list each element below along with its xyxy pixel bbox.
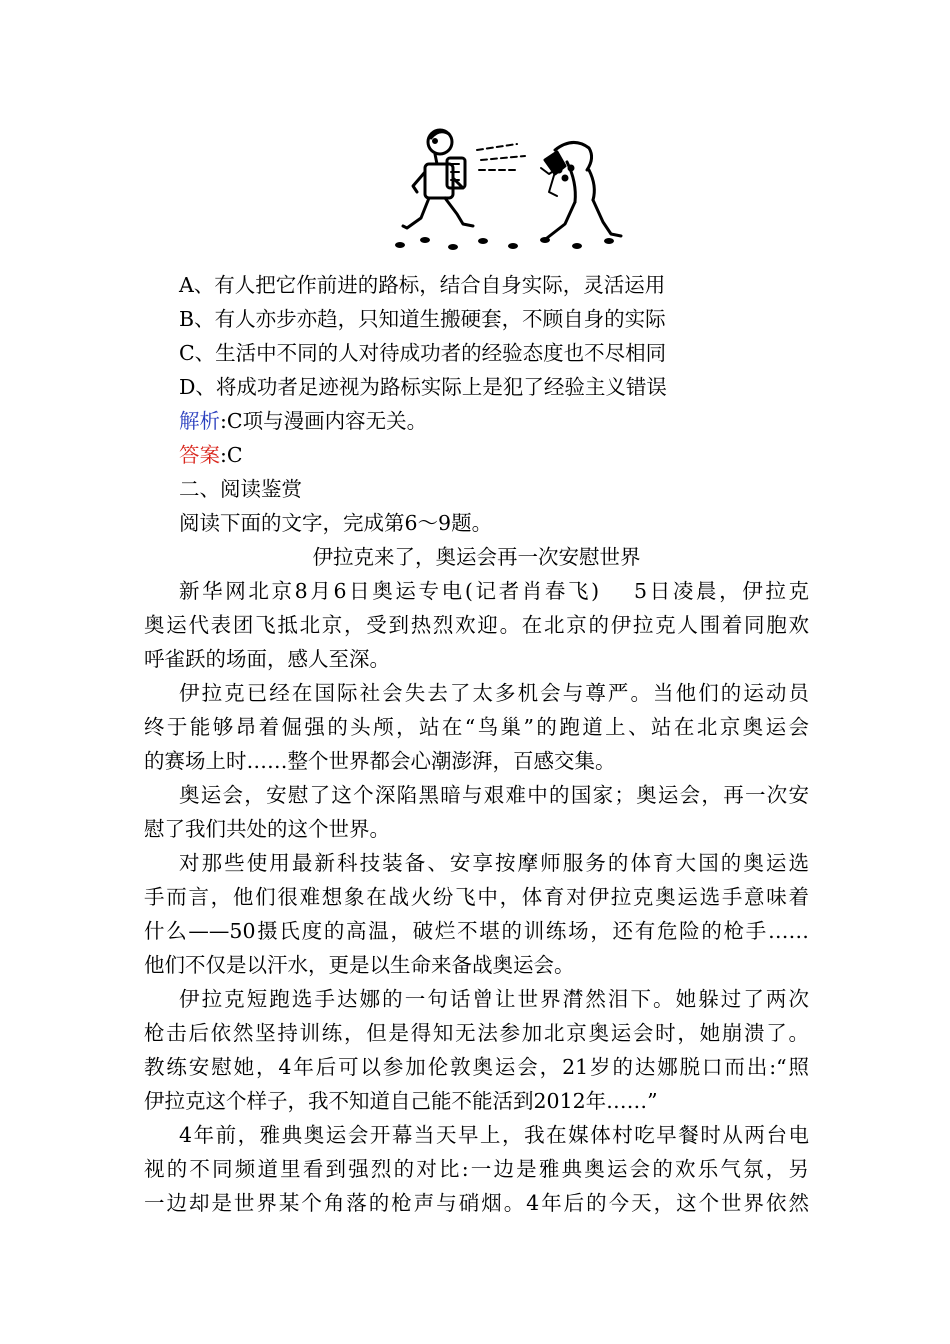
paragraph-line: 伊拉克这个样子，我不知道自己能不能活到2012年……” — [144, 1089, 658, 1113]
paragraph-line: 教练安慰她，4年后可以参加伦敦奥运会，21岁的达娜脱口而出:“照 — [144, 1055, 809, 1079]
paragraph-line: 慰了我们共处的这个世界。 — [144, 817, 390, 841]
section-title: 二、阅读鉴赏 — [179, 477, 302, 501]
article-title: 伊拉克来了，奥运会再一次安慰世界 — [312, 545, 641, 569]
cartoon-illustration — [395, 120, 630, 255]
paragraph-line: 4年前，雅典奥运会开幕当天早上，我在媒体村吃早餐时从两台电 — [179, 1123, 809, 1147]
option-a: A、有人把它作前进的路标，结合自身实际，灵活运用 — [179, 273, 666, 297]
paragraph-line: 什么——50摄氏度的高温，破烂不堪的训练场，还有危险的枪手…… — [144, 919, 809, 943]
answer-line — [144, 438, 809, 472]
option-b: B、有人亦步亦趋，只知道生搬硬套，不顾自身的实际 — [179, 307, 666, 331]
paragraph-line: 伊拉克短跑选手达娜的一句话曾让世界潸然泪下。她躲过了两次 — [179, 987, 809, 1011]
paragraph-line: 奥运会，安慰了这个深陷黑暗与艰难中的国家；奥运会，再一次安 — [179, 783, 809, 807]
analysis-label: 解析 — [179, 409, 220, 433]
answer-text: :C — [220, 443, 243, 467]
answer-label: 答案 — [179, 443, 220, 467]
paragraph-line: 对那些使用最新科技装备、安享按摩师服务的体育大国的奥运选 — [179, 851, 809, 875]
paragraph-line: 新华网北京8月6日奥运专电(记者肖春飞) 5日凌晨，伊拉克 — [179, 579, 809, 603]
paragraph-line: 伊拉克已经在国际社会失去了太多机会与尊严。当他们的运动员 — [179, 681, 809, 705]
paragraph-line: 奥运代表团飞抵北京，受到热烈欢迎。在北京的伊拉克人围着同胞欢 — [144, 613, 809, 637]
paragraph-line: 视的不同频道里看到强烈的对比:一边是雅典奥运会的欢乐气氛，另 — [144, 1157, 809, 1181]
paragraph-line: 他们不仅是以汗水，更是以生命来备战奥运会。 — [144, 953, 575, 977]
paragraph-line: 呼雀跃的场面，感人至深。 — [144, 647, 390, 671]
paragraph-line: 枪击后依然坚持训练，但是得知无法参加北京奥运会时，她崩溃了。 — [144, 1021, 809, 1045]
text-block — [144, 268, 809, 1220]
option-d: D、将成功者足迹视为路标实际上是犯了经验主义错误 — [179, 375, 667, 399]
paragraph-line: 终于能够昂着倔强的头颅，站在“鸟巢”的跑道上、站在北京奥运会 — [144, 715, 809, 739]
instruction: 阅读下面的文字，完成第6～9题。 — [179, 511, 493, 535]
paragraph-line: 的赛场上时……整个世界都会心潮澎湃，百感交集。 — [144, 749, 616, 773]
paragraph-line: 手而言，他们很难想象在战火纷飞中，体育对伊拉克奥运选手意味着 — [144, 885, 809, 909]
paragraph-line: 一边却是世界某个角落的枪声与硝烟。4年后的今天，这个世界依然 — [144, 1191, 809, 1215]
analysis-line — [144, 404, 809, 438]
option-c: C、生活中不同的人对待成功者的经验态度也不尽相同 — [179, 341, 667, 365]
analysis-text: :C项与漫画内容无关。 — [220, 409, 428, 433]
